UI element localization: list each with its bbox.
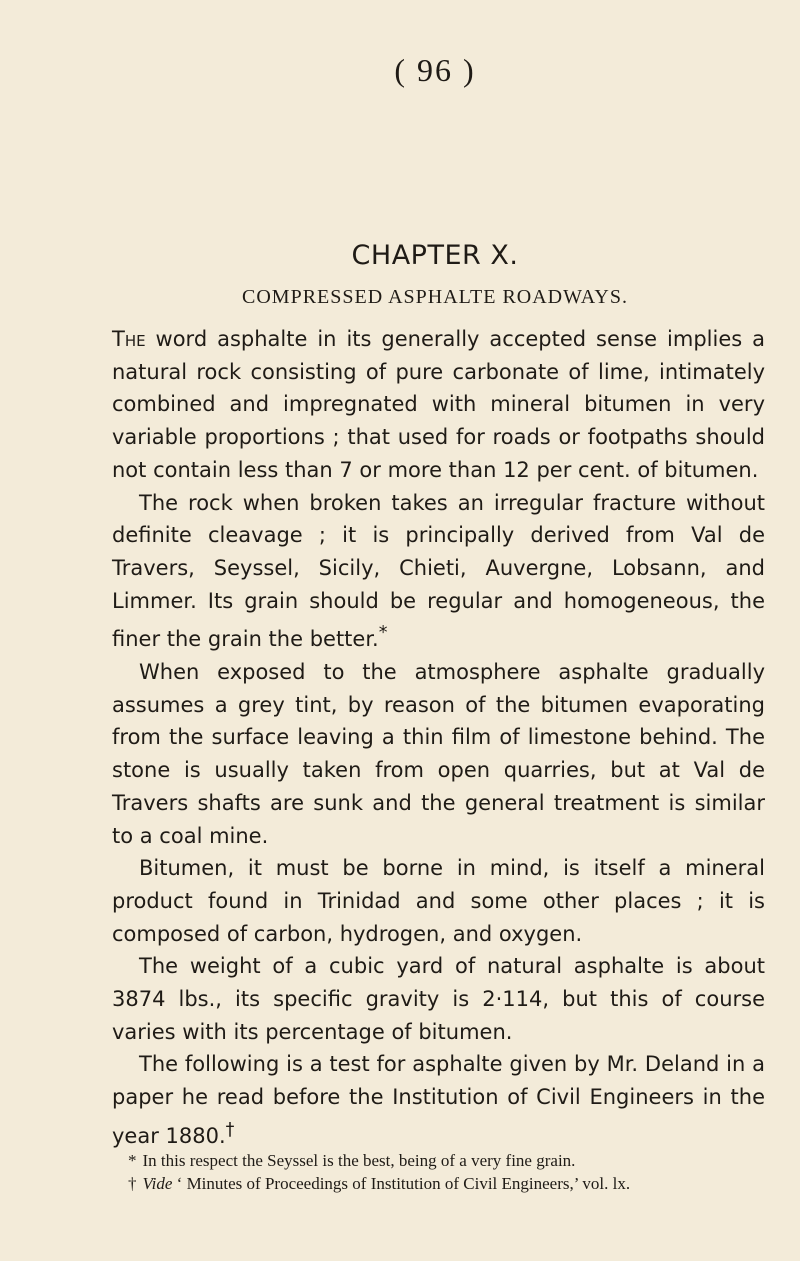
footnote-2-vide: Vide bbox=[142, 1174, 173, 1193]
paragraph-3: When exposed to the atmosphere asphalte gradually assumes a grey tint, by reason of the bitumen evaporating from the surface leaving a thin film of limestone behind. The stone is usually taken from open quarries, but at Val de Travers shafts are sunk and the general treatment is similar to a coal mine. bbox=[112, 660, 765, 848]
page-number: ( 96 ) bbox=[394, 52, 476, 88]
footnotes bbox=[112, 1149, 765, 1195]
footnote-1 bbox=[112, 1149, 765, 1172]
paragraph-2-text: The rock when broken takes an irregular fracture without definite cleavage ; it is principally derived from Val de Travers, Seyssel, Sicily, Chieti, Auvergne, Lobsann, and Limmer. Its grain should be regular and homogeneous, the finer the grain the better. bbox=[112, 490, 765, 652]
paragraph-6 bbox=[112, 1048, 765, 1152]
chapter-title: CHAPTER X. bbox=[351, 240, 519, 271]
paragraph-2 bbox=[112, 487, 765, 657]
body-text bbox=[112, 323, 765, 1153]
paragraph-1 bbox=[112, 323, 765, 487]
section-title: COMPRESSED ASPHALTE ROADWAYS. bbox=[242, 286, 628, 308]
paragraph-5: The weight of a cubic yard of natural asphalte is about 3874 lbs., its specific gravity is 2·114, but this of course varies with its percentage of bitumen. bbox=[112, 954, 765, 1044]
paragraph-1-text: word asphalte in its generally accepted sense implies a natural rock consisting of pure carbonate of lime, intimately combined and impregnated with mineral bitumen in very variable proportions ; that used for roads or footpaths should not contain less than 7 or more than 12 per cent. of bitumen. bbox=[112, 327, 765, 482]
footnote-2 bbox=[112, 1172, 765, 1195]
footnote-2-mark: † bbox=[128, 1174, 137, 1193]
footnote-2-text: ‘ Minutes of Proceedings of Institution of Civil Engineers,’ vol. lx. bbox=[172, 1174, 631, 1193]
footnote-reference-asterisk: * bbox=[378, 623, 388, 644]
paragraph-6-text: The following is a test for asphalte given by Mr. Deland in a paper he read before the Institution of Civil Engineers in the year 1880. bbox=[112, 1052, 765, 1148]
footnote-reference-dagger: † bbox=[225, 1119, 235, 1140]
footnote-1-mark: * bbox=[128, 1151, 137, 1170]
footnote-1-text: In this respect the Seyssel is the best, being of a very fine grain. bbox=[142, 1151, 576, 1170]
paragraph-4: Bitumen, it must be borne in mind, is itself a mineral product found in Trinidad and some other places ; it is composed of carbon, hydrogen, and oxygen. bbox=[112, 856, 765, 946]
paragraph-1-lead-word: The bbox=[112, 327, 146, 351]
